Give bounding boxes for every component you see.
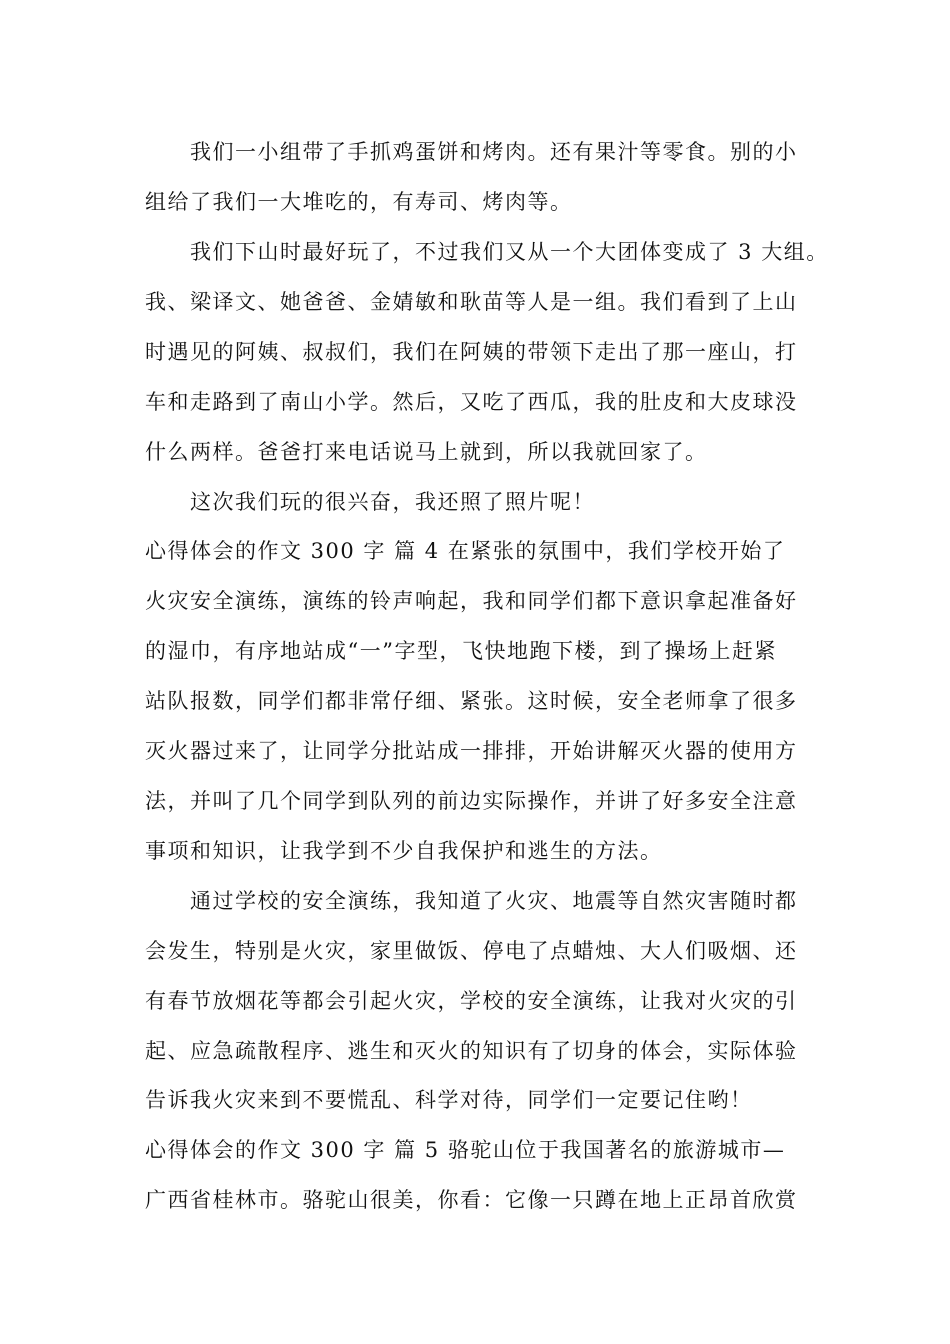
text-line: 我、梁译文、她爸爸、金婧敏和耿苗等人是一组。我们看到了上山: [145, 290, 798, 314]
text-line: 有春节放烟花等都会引起火灾，学校的安全演练，让我对火灾的引: [145, 989, 798, 1013]
text-line: 站队报数，同学们都非常仔细、紧张。这时候，安全老师拿了很多: [145, 689, 798, 713]
section-heading-line: 心得体会的作文 300 字 篇 4 在紧张的氛围中，我们学校开始了: [145, 539, 786, 563]
text-line: 火灾安全演练，演练的铃声响起，我和同学们都下意识拿起准备好: [145, 589, 798, 613]
text-line: 的湿巾，有序地站成“一”字型，飞快地跑下楼，到了操场上赶紧: [145, 639, 777, 663]
text-line: 时遇见的阿姨、叔叔们，我们在阿姨的带领下走出了那一座山，打: [145, 340, 798, 364]
text-line: 我们一小组带了手抓鸡蛋饼和烤肉。还有果汁等零食。别的小: [190, 140, 798, 164]
text-line: 广西省桂林市。骆驼山很美，你看：它像一只蹲在地上正昂首欣赏: [145, 1188, 798, 1212]
section-heading-line: 心得体会的作文 300 字 篇 5 骆驼山位于我国著名的旅游城市—: [145, 1138, 786, 1162]
text-line: 起、应急疏散程序、逃生和灭火的知识有了切身的体会，实际体验: [145, 1039, 798, 1063]
text-line: 告诉我火灾来到不要慌乱、科学对待，同学们一定要记住哟！: [145, 1088, 753, 1112]
text-line: 组给了我们一大堆吃的，有寿司、烤肉等。: [145, 190, 573, 214]
text-line: 什么两样。爸爸打来电话说马上就到，所以我就回家了。: [145, 440, 708, 464]
text-line: 这次我们玩的很兴奋，我还照了照片呢！: [190, 490, 595, 514]
text-line: 法，并叫了几个同学到队列的前边实际操作，并讲了好多安全注意: [145, 789, 798, 813]
text-line: 灭火器过来了，让同学分批站成一排排，开始讲解灭火器的使用方: [145, 739, 798, 763]
text-line: 车和走路到了南山小学。然后，又吃了西瓜，我的肚皮和大皮球没: [145, 390, 798, 414]
text-line: 我们下山时最好玩了，不过我们又从一个大团体变成了 3 大组。: [190, 240, 829, 264]
text-line: 事项和知识，让我学到不少自我保护和逃生的方法。: [145, 839, 663, 863]
text-line: 通过学校的安全演练，我知道了火灾、地震等自然灾害随时都: [190, 889, 798, 913]
text-line: 会发生，特别是火灾，家里做饭、停电了点蜡烛、大人们吸烟、还: [145, 939, 798, 963]
